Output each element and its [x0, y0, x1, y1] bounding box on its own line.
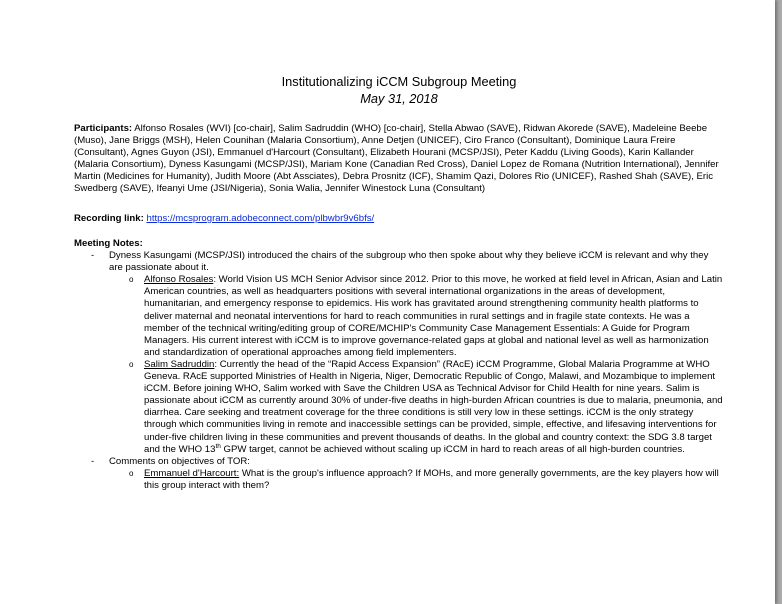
speaker-name: Alfonso Rosales: [144, 274, 214, 286]
list-item: [74, 250, 724, 274]
recording-paragraph: [74, 213, 724, 225]
speaker-bio: : Currently the head of the “Rapid Access Expansion” (RAcE) iCCM Programme, Global Malaria Programme at WHO Geneva. RAcE supported Ministries of Health in Nigeria, Niger, Democratic Republic of Congo, Malawi, and Mozambique to implement iCCM. Before joining WHO, Salim worked with Save the Children USA as Technical Advisor for Child Health for nine years. Salim is passionate about iCCM as currently around 30% of under-five deaths in high-burden African countries is due to malaria, pneumonia, and diarrhea. Care seeking and treatment coverage for the three conditions is still very low in these settings. iCCM is the only strategy through which communities living in remote and inaccessible settings can be provided, simple, effective, and lifesaving interventions for under-five children living in these communities and prevent thousands of deaths. In the global and country context: the SDG 3.8 target and the WHO 13: [144, 358, 723, 455]
circle-bullet: o: [129, 468, 134, 478]
meeting-date: May 31, 2018: [360, 91, 438, 106]
participants-label: Participants:: [74, 123, 133, 134]
notes-label: Meeting Notes:: [74, 238, 143, 249]
speaker-name: Emmanuel d'Harcourt:: [144, 467, 240, 479]
circle-bullet: o: [129, 359, 134, 369]
circle-bullet: o: [129, 275, 134, 285]
list-item: [74, 468, 724, 492]
note-comments: Comments on objectives of TOR:: [109, 455, 250, 467]
speaker-name: Salim Sadruddin: [144, 358, 215, 370]
comment-text: What is the group's influence approach? If MOHs, and more generally governments, are the key players how will this group interact with them?: [144, 467, 719, 491]
list-item: [74, 359, 724, 456]
dash-bullet: -: [91, 250, 95, 262]
note-introduction: Dyness Kasungami (MCSP/JSI) introduced the chairs of the subgroup who then spoke about why they believe iCCM is relevant and why they are passionate about it.: [109, 250, 709, 274]
participants-list: Alfonso Rosales (WVI) [co-chair], Salim Sadruddin (WHO) [co-chair], Stella Abwao (SAVE), Ridwan Akorede (SAVE), Madeleine Beebe (Muso), Jane Briggs (MSH), Helen Counihan (Malaria Consortium), Anne Detjen (UNICEF), Ciro Franco (Consultant), Dominique Laura Freire (Consultant), Agnes Guyon (JSI), Emmanuel d'Harcourt (Consultant), Elizabeth Hourani (MCSP/JSI), Peter Kaddu (Living Goods), Karin Kallander (Malaria Consortium), Dyness Kasungami (MCSP/JSI), Mariam Kone (Canadian Red Cross), Daniel Lopez de Romana (Nutrition International), Jennifer Martin (Medicines for Humanity), Judith Moore (Abt Assciates), Debra Prosnitz (ICF), Shamim Qazi, Dolores Rio (UNICEF), Rashed Shah (SAVE), Eric Swedberg (SAVE), Ifeanyi Ume (JSI/Nigeria), Sonia Walia, Jennifer Winestock Luna (Consultant): [74, 123, 719, 195]
list-item: [74, 274, 724, 359]
dash-bullet: -: [91, 455, 95, 467]
meeting-notes: [74, 238, 724, 492]
list-item: [74, 456, 724, 468]
recording-link[interactable]: https://mcsprogram.adobeconnect.com/plbwbr9v6bfs/: [146, 213, 375, 224]
recording-label: Recording link:: [74, 213, 144, 224]
superscript: th: [215, 442, 221, 450]
participants-paragraph: [74, 123, 724, 196]
document-title: Institutionalizing iCCM Subgroup Meeting: [281, 74, 517, 89]
speaker-bio-continued: GPW target, cannot be achieved without scaling up iCCM in hard to reach areas of all high-burden countries.: [220, 443, 685, 455]
speaker-bio: : World Vision US MCH Senior Advisor since 2012. Prior to this move, he worked at field level in African, Asian and Latin American countries, as well as headquarters positions with several international organizations in the areas of development, humanitarian, and emergency response to epidemics. His work has gravitated around strengthening community health platforms to deliver maternal and neonatal interventions for hard to reach communities in rural settings and in fragile state contexts. He was a member of the technical writing/editing group of CORE/MCHIP's Community Case Management Essentials: A Guide for Program Managers. His current interest with iCCM is to improve governance-related gaps at global and national level as well as harmonization and standardization of operational approaches among field implementers.: [144, 274, 723, 358]
